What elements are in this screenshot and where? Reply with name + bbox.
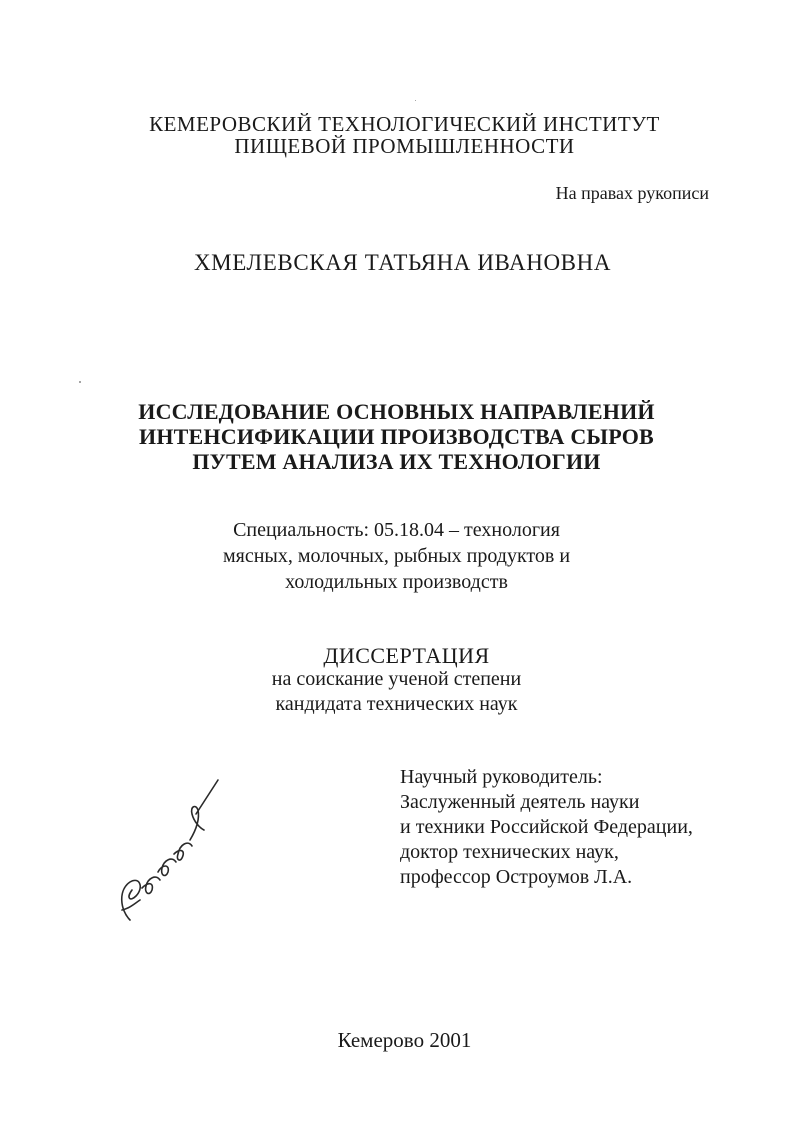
title-line-3: ПУТЕМ АНАЛИЗА ИХ ТЕХНОЛОГИИ	[192, 449, 601, 474]
supervisor-line-2: Заслуженный деятель науки	[400, 791, 640, 813]
supervisor-line-5: профессор Остроумов Л.А.	[400, 866, 633, 888]
institution-line-2: ПИЩЕВОЙ ПРОМЫШЛЕННОСТИ	[234, 134, 575, 158]
city-and-year: Кемерово 2001	[337, 1028, 472, 1052]
handwritten-signature	[100, 770, 220, 940]
rights-note: На правах рукописи	[555, 183, 709, 203]
supervisor-line-4: доктор технических наук,	[400, 841, 619, 863]
specialty-line-1: Специальность: 05.18.04 – технология	[233, 519, 560, 541]
title-line-2: ИНТЕНСИФИКАЦИИ ПРОИЗВОДСТВА СЫРОВ	[139, 424, 654, 449]
specialty-line-3: холодильных производств	[285, 571, 508, 593]
scan-speck	[79, 381, 81, 383]
author-name: ХМЕЛЕВСКАЯ ТАТЬЯНА ИВАНОВНА	[193, 250, 612, 275]
supervisor-line-3: и техники Российской Федерации,	[400, 816, 693, 838]
institution-line-1: КЕМЕРОВСКИЙ ТЕХНОЛОГИЧЕСКИЙ ИНСТИТУТ	[149, 112, 660, 136]
document-type: ДИССЕРТАЦИЯ	[323, 643, 490, 668]
degree-line-1: на соискание ученой степени	[271, 668, 522, 690]
specialty-line-2: мясных, молочных, рыбных продуктов и	[222, 545, 571, 567]
supervisor-line-1: Научный руководитель:	[400, 766, 603, 788]
title-line-1: ИССЛЕДОВАНИЕ ОСНОВНЫХ НАПРАВЛЕНИЙ	[138, 399, 655, 424]
scan-speck	[415, 100, 416, 101]
degree-line-2: кандидата технических наук	[275, 693, 518, 715]
